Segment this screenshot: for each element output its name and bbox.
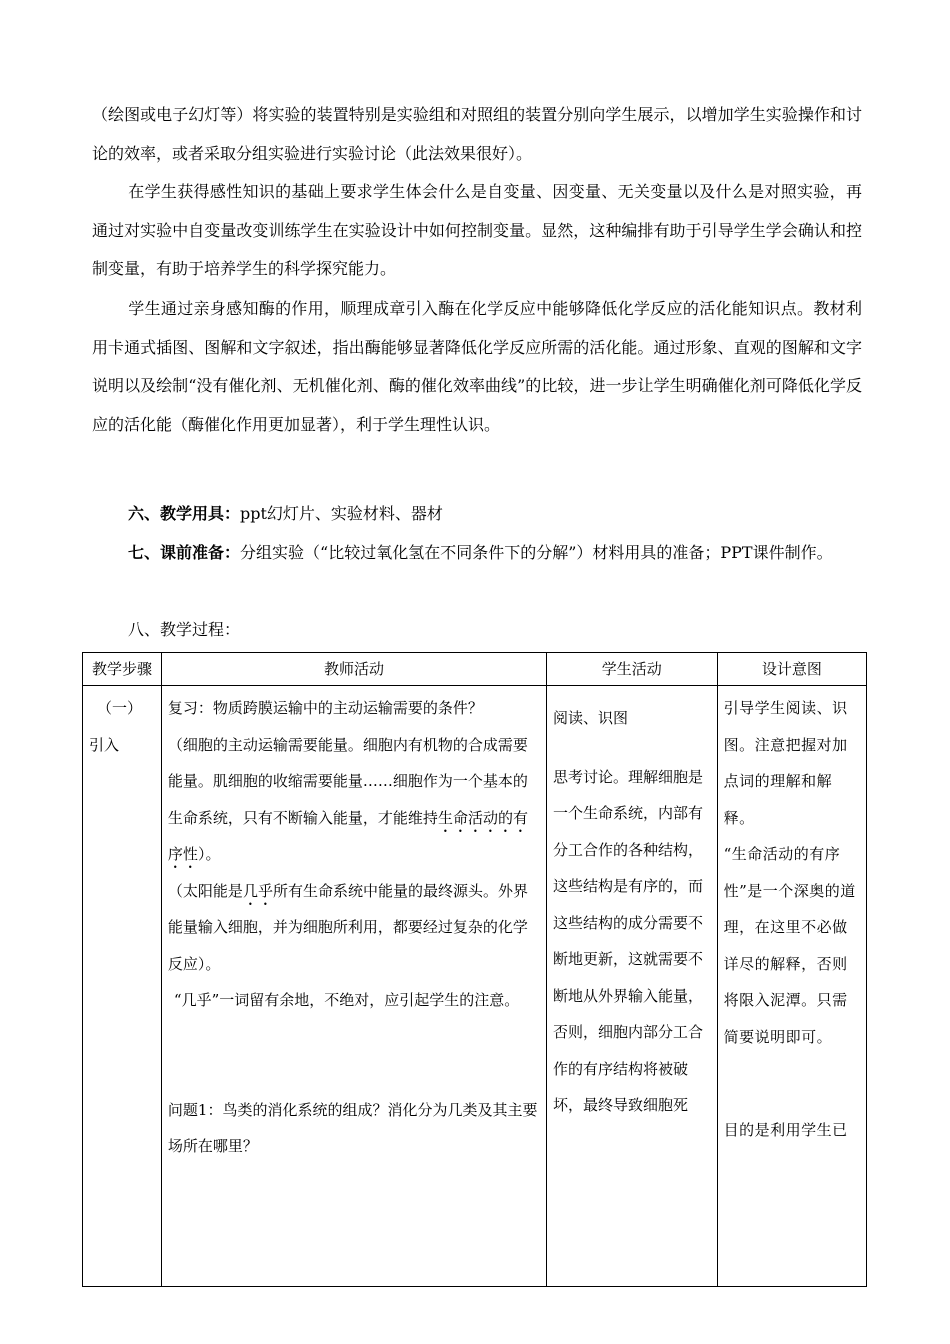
section-6-heading: 六、教学用具： [128, 504, 241, 523]
step-cell [83, 686, 162, 1287]
table-header-row [83, 653, 867, 686]
section-8 [92, 611, 862, 649]
teacher-cell [161, 686, 546, 1287]
header-step: 教学步骤 [83, 653, 162, 686]
header-student: 学生活动 [546, 653, 717, 686]
paragraph-1: （绘图或电子幻灯等）将实验的装置特别是实验组和对照组的装置分别向学生展示，以增加学生实验操作和讨论的效率，或者采取分组实验进行实验讨论（此法效果很好）。 [92, 105, 862, 163]
header-intent: 设计意图 [717, 653, 866, 686]
step-name: 引入 [89, 735, 120, 754]
teacher-note-1: （细胞的主动运输需要能量。细胞内有机物的合成需要能量。肌细胞的收缩需要能量……细胞作为一个基本的生命系统，只有不断输入能量，才能维持生命活动的有序性）。 [167, 735, 528, 863]
section-7 [92, 534, 862, 573]
intent-1: 引导学生阅读、识图。注意把握对加点词的理解和解释。 [723, 699, 848, 827]
emphasis-text-orderliness: 生命活动的有序性 [167, 808, 528, 863]
teacher-note-3: “几乎”一词留有余地，不绝对，应引起学生的注意。 [173, 991, 520, 1009]
student-activity-1: 阅读、识图 [552, 709, 628, 727]
section-6 [92, 495, 862, 533]
intent-2: “生命活动的有序性”是一个深奥的道理，在这里不必做详尽的解释，否则将限入泥潭。只需简要说明即可。 [723, 845, 856, 1046]
teacher-note-2: （太阳能是几乎所有生命系统中能量的最终源头。外界能量输入细胞，并为细胞所利用，都要经过复杂的化学反应）。 [167, 881, 528, 973]
teacher-review-question: 复习：物质跨膜运输中的主动运输需要的条件？ [167, 699, 483, 717]
teaching-process-table [82, 652, 867, 1287]
table-row [83, 686, 867, 1287]
student-activity-2: 思考讨论。理解细胞是一个生命系统，内部有分工合作的各种结构，这些结构是有序的，而这些结构的成分需要不断地更新，这就需要不断地从外界输入能量，否则，细胞内部分工合作的有序结构将被破坏，最终导致细胞死 [552, 767, 703, 1114]
intent-3: 目的是利用学生已 [723, 1120, 848, 1139]
header-teacher: 教师活动 [161, 653, 546, 686]
emphasis-text-almost: 几乎 [242, 881, 273, 900]
teacher-question-1: 问题1：鸟类的消化系统的组成？消化分为几类及其主要场所在哪里？ [167, 1100, 538, 1155]
section-7-heading: 七、课前准备： [128, 543, 241, 562]
section-7-text: 分组实验（“比较过氧化氢在不同条件下的分解”）材料用具的准备；PPT课件制作。 [240, 543, 833, 562]
paragraph-2: 在学生获得感性知识的基础上要求学生体会什么是自变量、因变量、无关变量以及什么是对照实验，再通过对实验中自变量改变训练学生在实验设计中如何控制变量。显然，这种编排有助于引导学生学会确认和控制变量，有助于培养学生的科学探究能力。 [92, 182, 862, 278]
section-8-heading: 八、教学过程： [128, 620, 241, 639]
paragraph-3: 学生通过亲身感知酶的作用，顺理成章引入酶在化学反应中能够降低化学反应的活化能知识点。教材利用卡通式插图、图解和文字叙述，指出酶能够显著降低化学反应所需的活化能。通过形象、直观的图解和文字说明以及绘制“没有催化剂、无机催化剂、酶的催化效率曲线”的比较，进一步让学生明确催化剂可降低化学反应的活化能（酶催化作用更加显著），利于学生理性认识。 [92, 299, 862, 434]
intent-cell [717, 686, 866, 1287]
step-number: （一） [97, 699, 143, 717]
student-cell [546, 686, 717, 1287]
section-6-text: ppt幻灯片、实验材料、器材 [240, 504, 443, 523]
